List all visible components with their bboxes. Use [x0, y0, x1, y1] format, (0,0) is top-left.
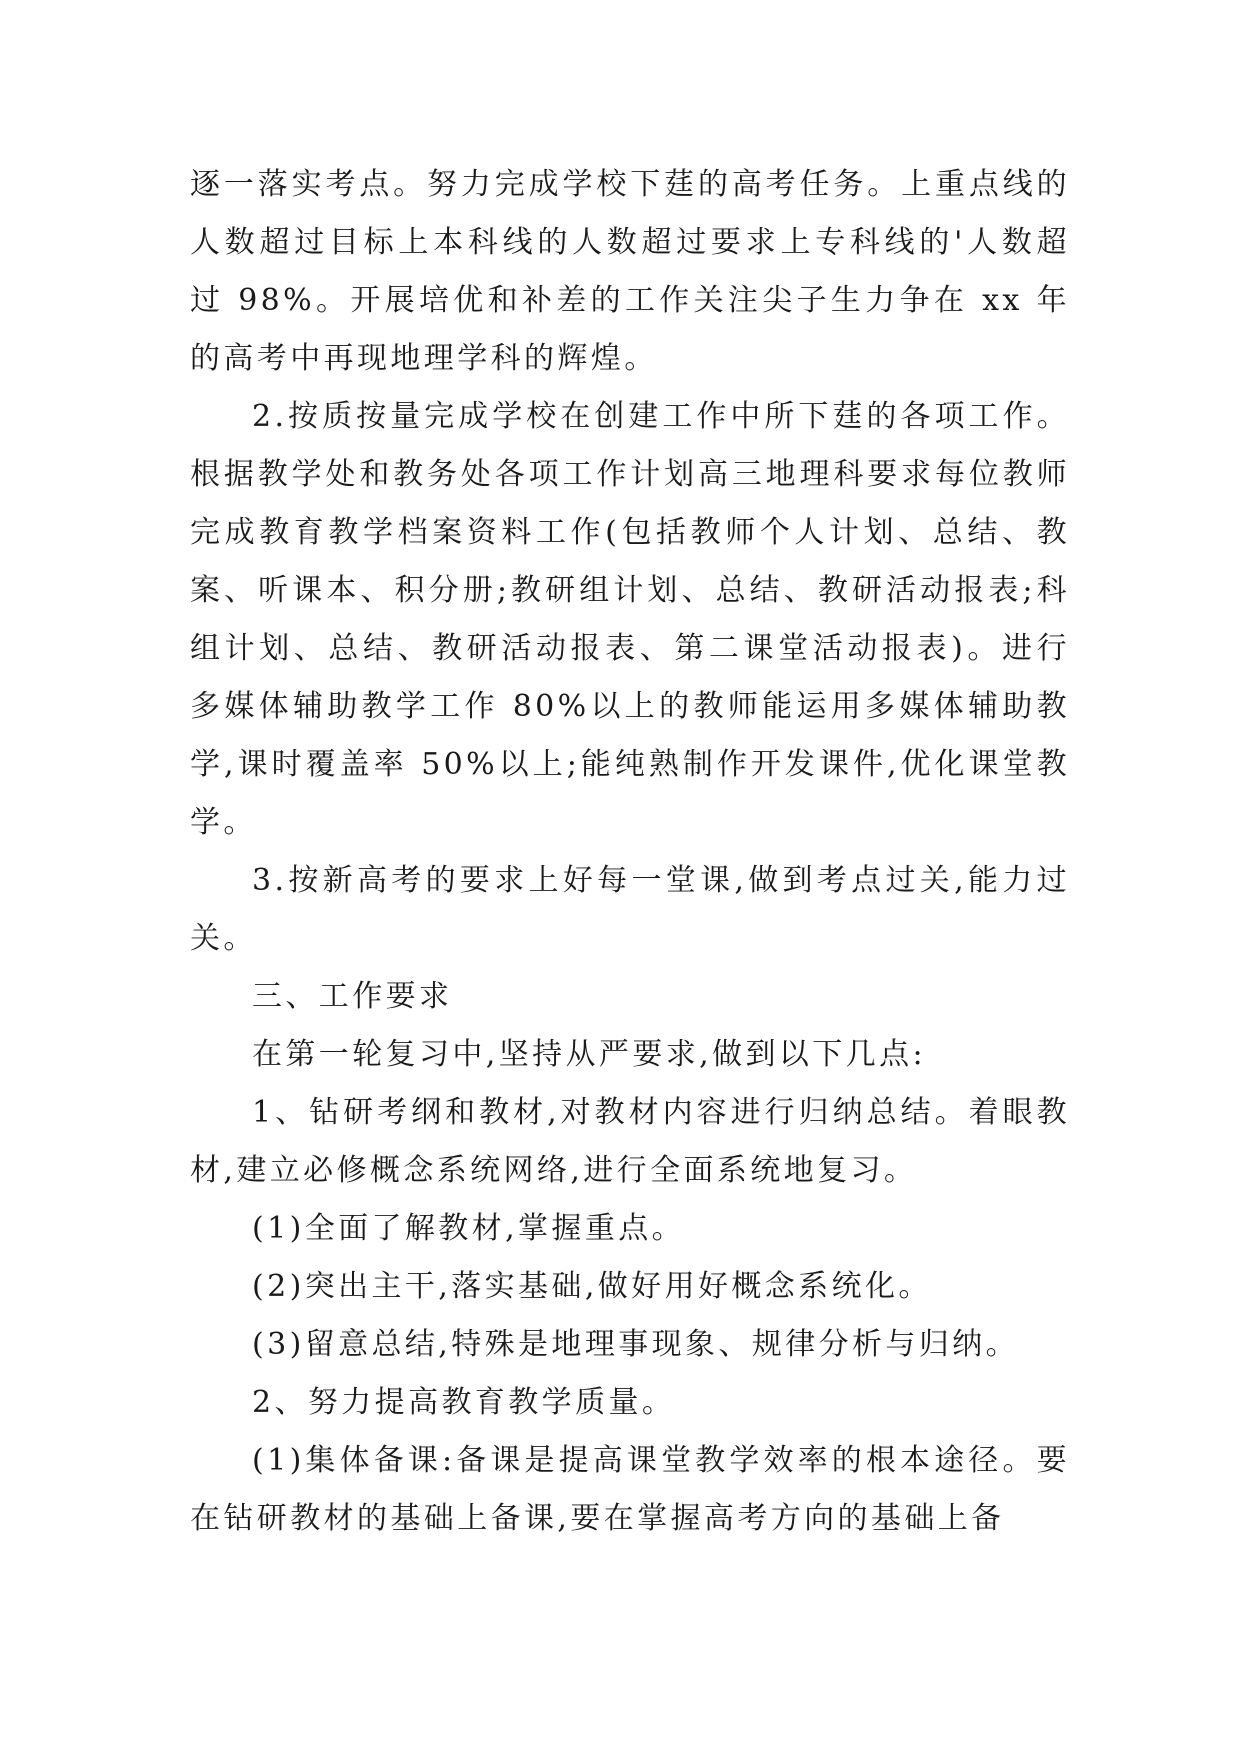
- section-heading-work-requirements: 三、工作要求: [252, 979, 453, 1014]
- subpoint-2-1: (1)集体备课:备课是提高课堂教学效率的根本途径。要在钻研教材的基础上备课,要在掌握高考方向的基础上备: [190, 1443, 1070, 1536]
- paragraph-item-3: 3.按新高考的要求上好每一堂课,做到考点过关,能力过关。: [190, 863, 1070, 956]
- paragraph-point-1: 1、钻研考纲和教材,对教材内容进行归纳总结。着眼教材,建立必修概念系统网络,进行全面系统地复习。: [190, 1095, 1070, 1188]
- paragraph-continuation: 逐一落实考点。努力完成学校下莛的高考任务。上重点线的人数超过目标上本科线的人数超过要求上专科线的'人数超过 98%。开展培优和补差的工作关注尖子生力争在 xx 年的高考中再现地理学科的辉煌。: [190, 167, 1070, 376]
- paragraph-first-round-review: 在第一轮复习中,坚持从严要求,做到以下几点:: [252, 1037, 926, 1072]
- paragraph-item-2: 2.按质按量完成学校在创建工作中所下莛的各项工作。根据教学处和教务处各项工作计划高三地理科要求每位教师完成教育教学档案资料工作(包括教师个人计划、总结、教案、听课本、积分册;教研组计划、总结、教研活动报表;科组计划、总结、教研活动报表、第二课堂活动报表)。进行多媒体辅助教学工作 80%以上的教师能运用多媒体辅助教学,课时覆盖率 50%以上;能纯熟制作开发课件,优化课堂教学。: [190, 399, 1070, 840]
- subpoint-1-3: (3)留意总结,特殊是地理事现象、规律分析与归纳。: [252, 1327, 1020, 1362]
- subpoint-1-1: (1)全面了解教材,掌握重点。: [252, 1211, 686, 1246]
- document-body: [190, 156, 1070, 1548]
- subpoint-1-2: (2)突出主干,落实基础,做好用好概念系统化。: [252, 1269, 932, 1304]
- paragraph-point-2: 2、努力提高教育教学质量。: [252, 1385, 676, 1420]
